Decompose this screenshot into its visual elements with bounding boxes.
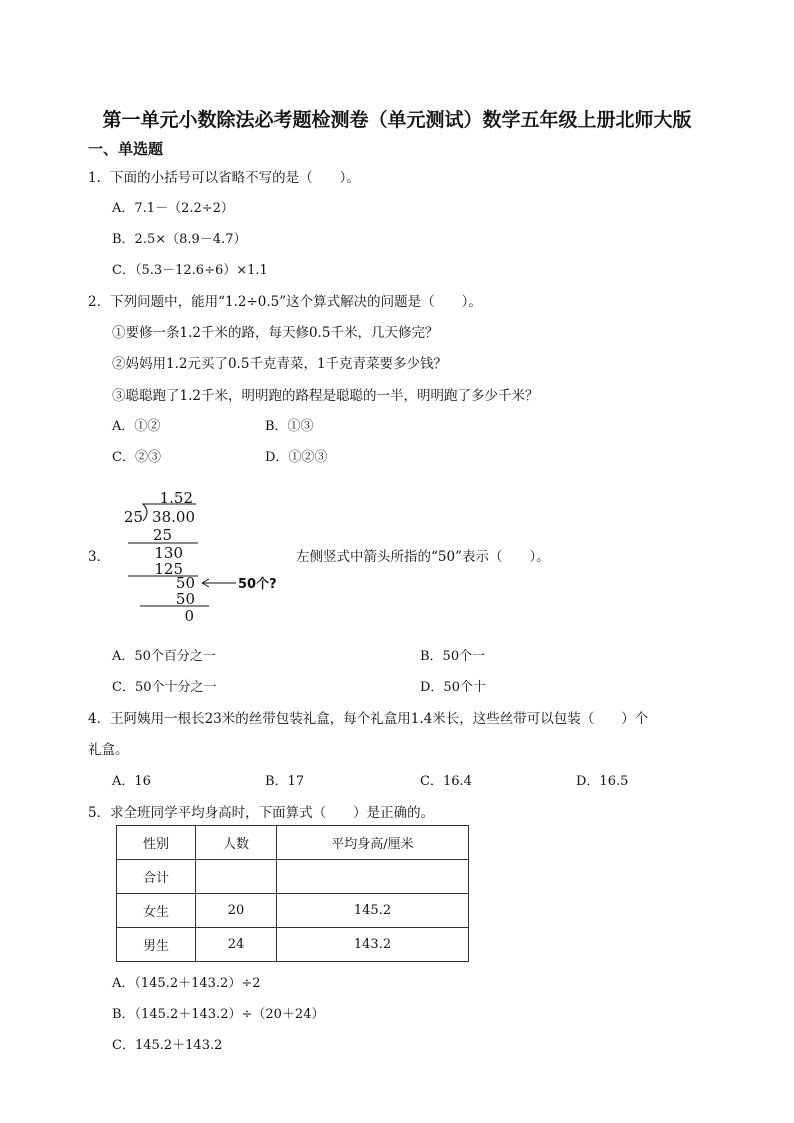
table-header-row <box>117 826 469 860</box>
q5-stem: 5．求全班同学平均身高时，下面算式（ ）是正确的。 <box>88 805 435 821</box>
division-remainder: 0 <box>184 607 194 625</box>
table-row <box>117 928 469 962</box>
table-row <box>117 860 469 894</box>
division-quotient: 1.52 <box>159 489 193 507</box>
table-cell: 143.2 <box>277 928 469 962</box>
page-title: 第一单元小数除法必考题检测卷（单元测试）数学五年级上册北师大版 <box>102 109 692 131</box>
table-row <box>117 894 469 928</box>
q3-option-b: B．50个一 <box>420 649 486 664</box>
table-header-cell: 平均身高/厘米 <box>277 826 469 860</box>
division-step-4: 50 <box>175 574 195 592</box>
division-dividend: 38.00 <box>152 508 195 526</box>
q2-item-1: ①要修一条1.2千米的路，每天修0.5千米，几天修完？ <box>112 325 439 341</box>
table-cell: 男生 <box>117 928 196 962</box>
q1-option-a: A．7.1－（2.2÷2） <box>112 201 234 216</box>
q4-stem-line-2: 礼盒。 <box>88 742 129 758</box>
division-step-2: 130 <box>154 544 183 562</box>
q3-stem: 左侧竖式中箭头所指的“50”表示（ ）。 <box>296 549 550 565</box>
q5-option-c: C．145.2＋143.2 <box>112 1038 223 1053</box>
q4-stem-line-1: 4．王阿姨用一根长23米的丝带包装礼盒，每个礼盒用1.4米长，这些丝带可以包装（ ）个 <box>88 711 649 727</box>
table-cell <box>196 860 277 894</box>
division-step-3: 125 <box>154 560 183 578</box>
q1-option-c: C．（5.3－12.6÷6）×1.1 <box>112 263 268 278</box>
q2-option-c: C．②③ <box>112 450 161 465</box>
q5-option-a: A．（145.2＋143.2）÷2 <box>112 976 261 991</box>
q2-option-d: D．①②③ <box>265 450 328 465</box>
q4-option-c: C．16.4 <box>420 774 472 789</box>
table-cell: 145.2 <box>277 894 469 928</box>
q3-option-c: C．50个十分之一 <box>112 680 217 695</box>
table-cell: 女生 <box>117 894 196 928</box>
table-cell: 20 <box>196 894 277 928</box>
q2-option-b: B．①③ <box>265 419 314 434</box>
table-cell <box>277 860 469 894</box>
q2-option-a: A．①② <box>112 419 161 434</box>
q2-item-2: ②妈妈用1.2元买了0.5千克青菜，1千克青菜要多少钱？ <box>112 356 448 372</box>
long-division-figure <box>118 484 288 626</box>
q4-option-d: D．16.5 <box>576 774 629 789</box>
table-header-cell: 人数 <box>196 826 277 860</box>
q2-stem: 2．下列问题中，能用“1.2÷0.5”这个算式解决的问题是（ ）。 <box>88 294 482 310</box>
q3-number: 3． <box>88 549 111 565</box>
q1-stem: 1．下面的小括号可以省略不写的是（ ）。 <box>88 170 360 186</box>
division-divisor: 25 <box>123 508 143 526</box>
q3-option-d: D．50个十 <box>420 680 486 695</box>
q4-option-b: B．17 <box>265 774 305 789</box>
q5-option-b: B．（145.2＋143.2）÷（20＋24） <box>112 1007 325 1022</box>
height-table <box>116 825 469 962</box>
table-cell: 24 <box>196 928 277 962</box>
q2-item-3: ③聪聪跑了1.2千米，明明跑的路程是聪聪的一半，明明跑了多少千米？ <box>112 388 539 404</box>
arrow-label: 50个? <box>238 577 277 592</box>
q4-option-a: A．16 <box>112 774 151 789</box>
section-heading: 一、单选题 <box>88 140 164 158</box>
q1-option-b: B．2.5×（8.9－4.7） <box>112 232 247 247</box>
table-cell: 合计 <box>117 860 196 894</box>
division-step-1: 25 <box>152 526 172 544</box>
q3-option-a: A．50个百分之一 <box>112 649 216 664</box>
table-header-cell: 性别 <box>117 826 196 860</box>
division-step-5: 50 <box>175 590 195 608</box>
